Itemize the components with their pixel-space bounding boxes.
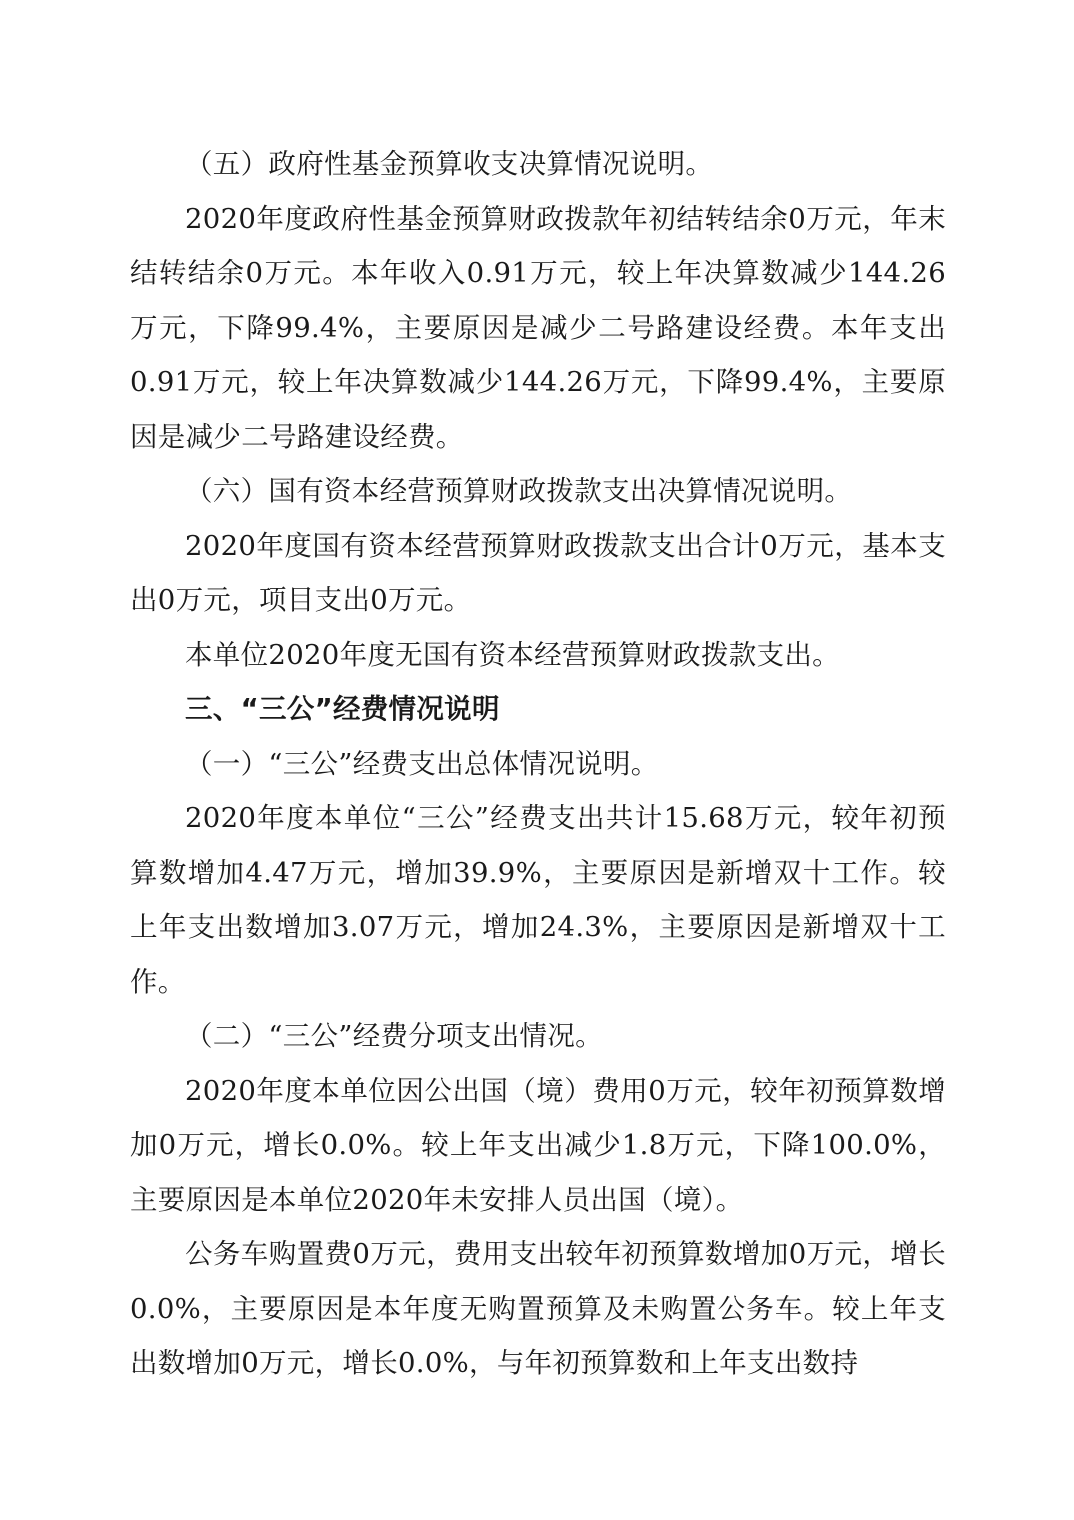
document-body [130,137,946,1391]
section-heading-sangong: 三、“三公”经费情况说明 [185,693,500,725]
paragraph-no-state-capital: 本单位2020年度无国有资本经营预算财政拨款支出。 [185,638,840,671]
paragraph-state-capital: 2020年度国有资本经营预算财政拨款支出合计0万元，基本支出0万元，项目支出0万元。 [130,529,946,616]
paragraph-vehicle: 公务车购置费0万元，费用支出较年初预算数增加0万元，增长0.0%，主要原因是本年度无购置预算及未购置公务车。较上年支出数增加0万元，增长0.0%，与年初预算数和上年支出数持 [130,1238,946,1379]
heading-gov-fund: （五）政府性基金预算收支决算情况说明。 [185,148,714,180]
paragraph-abroad: 2020年度本单位因公出国（境）费用0万元，较年初预算数增加0万元，增长0.0%。较上年支出减少1.8万元，下降100.0%，主要原因是本单位2020年未安排人员出国（境）。 [130,1074,946,1216]
heading-sangong-items: （二）“三公”经费分项支出情况。 [185,1020,603,1052]
heading-state-capital: （六）国有资本经营预算财政拨款支出决算情况说明。 [185,475,853,507]
paragraph-sangong-total: 2020年度本单位“三公”经费支出共计15.68万元，较年初预算数增加4.47万元，增加39.9%，主要原因是新增双十工作。较上年支出数增加3.07万元，增加24.3%，主要原因是新增双十工作。 [130,802,946,998]
heading-sangong-total: （一）“三公”经费支出总体情况说明。 [185,747,659,780]
paragraph-gov-fund: 2020年度政府性基金预算财政拨款年初结转结余0万元，年末结转结余0万元。本年收入0.91万元，较上年决算数减少144.26万元，下降99.4%，主要原因是减少二号路建设经费。本年支出0.91万元，较上年决算数减少144.26万元，下降99.4%，主要原因是减少二号路建设经费。 [130,202,946,453]
